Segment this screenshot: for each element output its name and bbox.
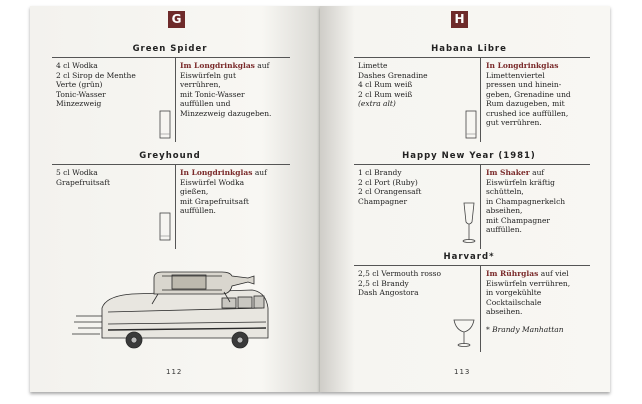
ingredient: 4 cl Wodka bbox=[56, 61, 98, 70]
method-text bbox=[486, 61, 571, 128]
divider bbox=[354, 57, 590, 58]
method-line: Eiswürfeln verrühren, bbox=[486, 278, 571, 288]
method-line: abseihen, bbox=[486, 206, 523, 215]
method-text bbox=[180, 168, 267, 216]
method-line: auf viel bbox=[540, 269, 569, 278]
left-page bbox=[30, 6, 320, 392]
column-divider bbox=[175, 165, 176, 249]
method-line: auf bbox=[532, 168, 545, 177]
column-divider bbox=[480, 165, 481, 249]
method-line: crushed ice auffüllen, bbox=[486, 108, 569, 118]
bus-with-bottle-illustration bbox=[72, 268, 272, 354]
recipe-title-happy-new-year: Happy New Year (1981) bbox=[402, 151, 536, 161]
letter-tab-h: H bbox=[451, 11, 468, 28]
method-line: Minzezweig dazugeben. bbox=[180, 108, 272, 118]
method-line: abseihen. bbox=[486, 307, 523, 316]
ingredient: 2,5 cl Vermouth rosso bbox=[358, 269, 442, 278]
recipe-title-green-spider: Green Spider bbox=[132, 44, 208, 54]
ingredient: Verte (grün) bbox=[56, 80, 103, 89]
method-line: auffüllen. bbox=[180, 206, 216, 215]
ingredient: Dash Angostora bbox=[358, 288, 419, 297]
ingredient-list bbox=[358, 168, 421, 206]
method-line: in Champagnerkelch bbox=[486, 196, 566, 206]
ingredient: Minzezweig bbox=[56, 99, 102, 108]
method-text bbox=[486, 269, 570, 334]
method-text bbox=[180, 61, 271, 118]
method-line: mit Grapefruitsaft bbox=[180, 196, 249, 206]
open-book bbox=[30, 6, 610, 392]
ingredient: 2 cl Rum weiß bbox=[358, 89, 413, 99]
column-divider bbox=[480, 266, 481, 352]
ingredient: Dashes Grenadine bbox=[358, 70, 428, 80]
method-line: Eiswürfel Wodka bbox=[180, 177, 245, 187]
method-line: schütteln, bbox=[486, 187, 524, 196]
method-line: auffüllen und bbox=[180, 99, 231, 108]
ingredient: Limette bbox=[358, 61, 388, 70]
ingredient: 2 cl Orangensaft bbox=[358, 187, 422, 196]
method-line: pressen und hinein- bbox=[486, 80, 562, 89]
method-line: gut verrühren. bbox=[486, 118, 542, 127]
divider bbox=[354, 164, 590, 165]
method-line: Eiswürfeln kräftig bbox=[486, 177, 555, 187]
right-page bbox=[320, 6, 610, 392]
method-line: Eiswürfeln gut bbox=[180, 70, 237, 80]
method-highlight: Im Shaker bbox=[486, 168, 530, 177]
ingredient: 1 cl Brandy bbox=[358, 168, 402, 177]
ingredient: 4 cl Rum weiß bbox=[358, 80, 413, 89]
ingredient-list bbox=[358, 269, 441, 298]
method-line: verrühren, bbox=[180, 80, 221, 89]
method-highlight: In Longdrinkglas bbox=[486, 61, 559, 70]
method-highlight: Im Rührglas bbox=[486, 269, 539, 278]
column-divider bbox=[480, 58, 481, 142]
ingredient-list bbox=[56, 61, 136, 109]
recipe-title-harvard: Harvard* bbox=[443, 252, 495, 262]
letter-tab-g: G bbox=[168, 11, 185, 28]
method-line: auf bbox=[254, 168, 267, 177]
ingredient: Champagner bbox=[358, 196, 408, 206]
method-line: Limettenviertel bbox=[486, 70, 545, 80]
method-line: auffüllen. bbox=[486, 225, 522, 234]
method-highlight: In Longdrinkglas bbox=[180, 168, 253, 177]
recipe-title-greyhound: Greyhound bbox=[139, 151, 201, 161]
method-line: gießen, bbox=[180, 187, 209, 196]
method-text bbox=[486, 168, 565, 235]
method-line: geben, Grenadine und bbox=[486, 89, 571, 99]
ingredient-list bbox=[56, 168, 110, 187]
cocktail-glass-icon bbox=[452, 318, 476, 348]
ingredient: 2 cl Port (Ruby) bbox=[358, 177, 418, 187]
column-divider bbox=[175, 58, 176, 142]
ingredient: 2,5 cl Brandy bbox=[358, 278, 409, 288]
method-line: mit Champagner bbox=[486, 215, 550, 225]
ingredient: (extra alt) bbox=[358, 99, 396, 108]
divider bbox=[52, 57, 290, 58]
method-line: auf bbox=[257, 61, 270, 70]
divider bbox=[52, 164, 290, 165]
method-line: Rum dazugeben, mit bbox=[486, 99, 565, 108]
champagne-glass-icon bbox=[460, 202, 478, 246]
longdrink-glass-icon bbox=[158, 110, 172, 140]
method-line: in vorgekühlte bbox=[486, 288, 542, 297]
ingredient-list bbox=[358, 61, 428, 109]
longdrink-glass-icon bbox=[158, 212, 172, 242]
method-highlight: Im Longdrinkglas bbox=[180, 61, 255, 70]
method-line: Cocktailschale bbox=[486, 297, 542, 307]
longdrink-glass-icon bbox=[464, 110, 478, 140]
page-number: 112 bbox=[166, 368, 183, 376]
footnote: * Brandy Manhattan bbox=[486, 324, 564, 334]
divider bbox=[354, 265, 590, 266]
ingredient: 2 cl Sirop de Menthe bbox=[56, 70, 136, 80]
ingredient: Grapefruitsaft bbox=[56, 177, 111, 187]
ingredient: 5 cl Wodka bbox=[56, 168, 98, 177]
recipe-title-habana-libre: Habana Libre bbox=[431, 44, 507, 54]
page-number: 113 bbox=[454, 368, 471, 376]
ingredient: Tonic-Wasser bbox=[56, 89, 106, 99]
method-line: mit Tonic-Wasser bbox=[180, 89, 245, 99]
